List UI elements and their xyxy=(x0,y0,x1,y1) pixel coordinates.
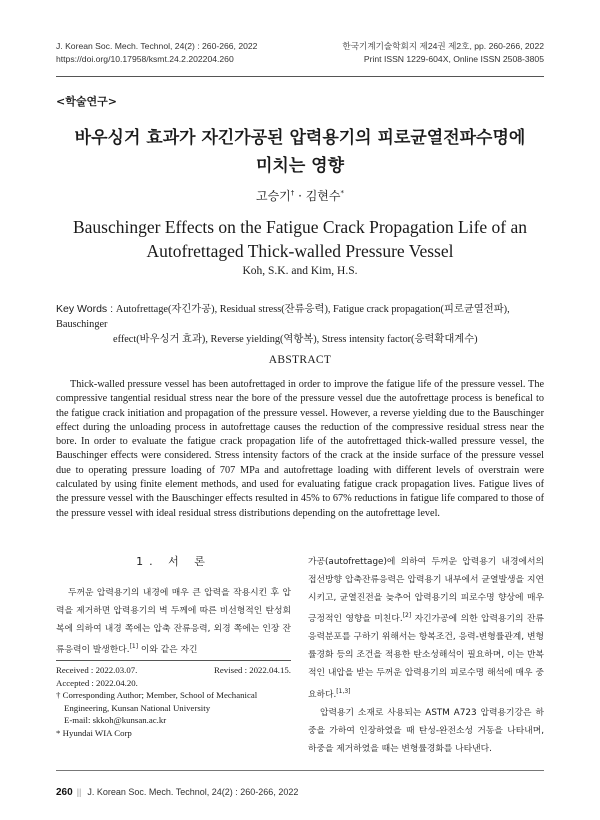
received-date: Received : 2022.03.07. xyxy=(56,665,138,675)
footnote-divider xyxy=(56,660,291,661)
corresponding-affiliation: Engineering, Kunsan National University xyxy=(64,702,211,713)
coauthor-affiliation: * Hyundai WIA Corp xyxy=(56,727,132,738)
authors-english: Koh, S.K. and Kim, H.S. xyxy=(242,265,358,277)
keywords-block xyxy=(56,302,544,347)
footer-divider xyxy=(56,770,544,771)
left-column xyxy=(56,553,291,659)
journal-header-left xyxy=(56,40,257,65)
title-korean-line1: 바우싱거 효과가 자긴가공된 압력용기의 피로균열전파수명에 xyxy=(74,128,526,148)
author1-name: 고승기 xyxy=(255,189,291,203)
author1-mark: † xyxy=(290,189,295,197)
intro-paragraph-right-2: 압력용기 소재로 사용되는 ASTM A723 압력용기강은 하중을 가하여 인장하였을 때 탄성-완전소성 거동을 나타내며, 하중을 제거하였을 때는 변형률경화를 나타낸다. xyxy=(308,707,544,754)
citation-ref: [1,3] xyxy=(336,687,351,695)
page-footer xyxy=(56,787,298,798)
abstract-heading: ABSTRACT xyxy=(268,354,332,366)
revised-date: Revised : 2022.04.15. xyxy=(214,665,291,675)
title-korean xyxy=(40,124,560,180)
citation-ref: [2] xyxy=(402,612,412,620)
citation-ref: [1] xyxy=(129,643,139,651)
intro-left-text: 두꺼운 압력용기의 내경에 매우 큰 압력을 작용시킨 후 압력을 제거하면 압력용기의 벽 두께에 따른 비선형적인 탄성회복에 의하여 내경 쪽에는 압축 잔류응력, 외경 쪽에는 인장 잔류응력이 발생한다. xyxy=(56,588,291,656)
doi-link[interactable]: https://doi.org/10.17958/ksmt.24.2.202204.260 xyxy=(56,53,234,64)
author-email[interactable]: E-mail: skkoh@kunsan.ac.kr xyxy=(64,715,167,725)
title-english xyxy=(40,216,560,263)
keywords-label: Key Words : xyxy=(56,303,116,315)
journal-citation-ko: 한국기계기술학회지 제24권 제2호, pp. 260-266, 2022 xyxy=(342,41,544,51)
footer-separator: || xyxy=(76,787,82,797)
section-heading: 1. 서 론 xyxy=(136,555,211,568)
author2-mark: * xyxy=(340,189,344,197)
author2-name: 김현수 xyxy=(305,189,341,203)
abstract-body xyxy=(56,378,544,521)
intro-paragraph-left xyxy=(56,584,291,659)
title-english-line2: Autofrettaged Thick-walled Pressure Vessel xyxy=(146,240,454,261)
corresponding-author: † Corresponding Author; Member, School of Mechanical xyxy=(56,690,258,700)
journal-citation: J. Korean Soc. Mech. Technol, 24(2) : 260-266, 2022 xyxy=(56,41,258,51)
accepted-date: Accepted : 2022.04.20. xyxy=(56,677,138,688)
title-english-line1: Bauschinger Effects on the Fatigue Crack Propagation Life of an xyxy=(72,217,528,237)
right-column xyxy=(308,553,544,758)
intro-left-tail: 이와 같은 자긴 xyxy=(138,645,198,656)
abstract-text: Thick-walled pressure vessel has been autofrettaged in order to improve the fatigue life of the pressure vessel. The compressive tangential residual stress near the bore of the pressure vessel due the autofrettage process is benefical to the fatigue crack initiation and propagation of the pressure vessel. However, a reverse yielding due to the Bauschinger effect during the unloading process in autofrettage causes the reduction of the compressive residual stress near the bore. In order to evaluate the fatigue crack propagation life of the autofrettaged thick-walled pressure vessel, the Bauschinger effects were considered. Stress intensity factors of the crack at the inside surface of the pressure vessel due to operating pressure loading of 707 MPa and autofrettage loading with different levels of overstrain were calculated by using finite element methods, and used for evaluating fatigue crack propagation lives. Fatigue lives of the pressure vessel with the Bauschinger effects resulted in 45% to 67% reductions in fatigue life compared to those of the pressure vessel with ideal residual stress distributions depending on the autofrettage level. xyxy=(56,379,544,519)
intro-paragraph-right-1 xyxy=(308,553,544,704)
intro-right-text-b: 자긴가공에 의한 압력용기의 잔류응력분포를 구하기 위해서는 항복조건, 응력-변형률관계, 변형률경화 등의 조건을 적용한 탄소성해석이 필요하며, 이는 반복적인 내압을 받는 두꺼운 압력용기의 피로수명 해석에 매우 중요하다. xyxy=(308,614,545,700)
journal-header-right xyxy=(342,40,544,65)
title-korean-line2: 미치는 영향 xyxy=(255,156,345,176)
footer-citation: J. Korean Soc. Mech. Technol, 24(2) : 260-266, 2022 xyxy=(87,787,299,797)
author-separator: · xyxy=(294,189,306,203)
keywords-line2: effect(바우싱거 효과), Reverse yielding(역항복), Stress intensity factor(응력확대계수) xyxy=(113,334,478,345)
intro-right-text-a: 가공(autofrettage)에 의하여 두꺼운 압력용기 내경에서의 접선방향 압축잔류응력은 압력용기 내부에서 균열발생을 지연시키고, 균열진전을 늦추어 압력용기의 피로수명 향상에 매우 긍정적인 영향을 미친다. xyxy=(308,557,544,625)
header-divider xyxy=(56,76,544,77)
keywords-line1: Autofrettage(자긴가공), Residual stress(잔류응력), Fatigue crack propagation(피로균열전파), Bauschinger xyxy=(56,304,510,330)
page-number: 260 xyxy=(56,787,73,798)
authors-korean xyxy=(0,187,600,204)
issn-info: Print ISSN 1229-604X, Online ISSN 2508-3805 xyxy=(363,53,544,64)
article-category: <학술연구> xyxy=(56,95,117,108)
footnotes xyxy=(56,664,291,739)
